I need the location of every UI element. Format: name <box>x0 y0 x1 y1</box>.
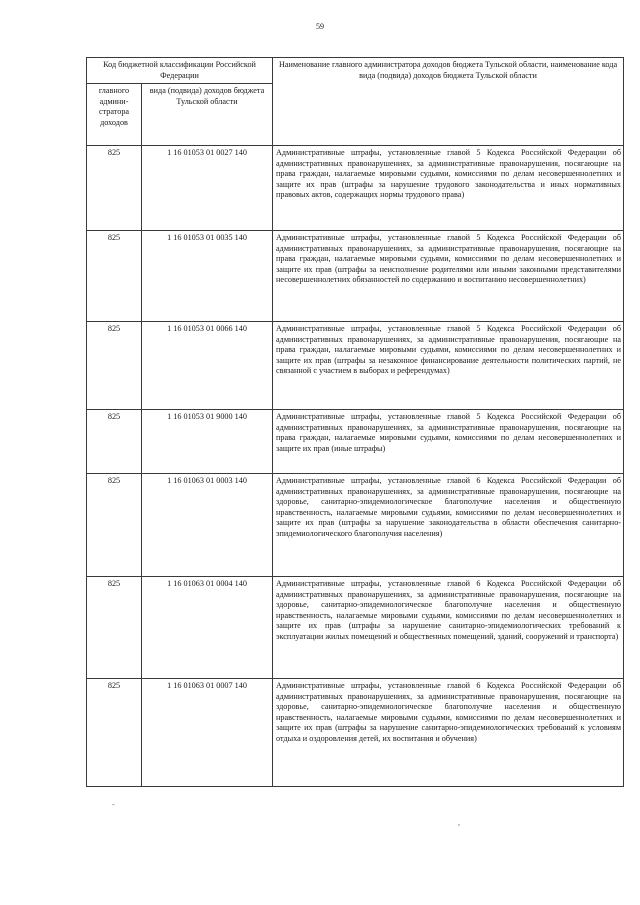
description-cell: Административные штрафы, установленные главой 6 Кодекса Российской Федерации об административных правонарушениях, за административные правонарушения, посягающие на здоровье, санитарно-эпидемиологическое благополучие населения и общественную нравственность, налагаемые мировыми судьями, комиссиями по делам несовершеннолетних и защите их прав (штрафы за нарушение санитарно-эпидемиологических требований к эксплуатации жилых помещений и общественных помещений, зданий, сооружений и транспорта) <box>273 577 624 679</box>
description-cell: Административные штрафы, установленные главой 6 Кодекса Российской Федерации об административных правонарушениях, за административные правонарушения, посягающие на здоровье, санитарно-эпидемиологическое благополучие населения и общественную нравственность, налагаемые мировыми судьями, комиссиями по делам несовершеннолетних и защите их прав (штрафы за нарушение санитарно-эпидемиологических требований к условиям отдыха и оздоровления детей, их воспитания и обучения) <box>273 679 624 787</box>
table-row <box>87 146 624 231</box>
admin-code-cell: 825 <box>87 322 142 410</box>
income-code-cell: 1 16 01053 01 0027 140 <box>142 146 273 231</box>
income-code-cell: 1 16 01063 01 0003 140 <box>142 474 273 577</box>
scan-mark: , <box>458 818 460 827</box>
header-subtype-code: вида (подвида) доходов бюджета Тульской области <box>142 84 273 146</box>
header-code-group: Код бюджетной классификации Российской Федерации <box>87 58 273 84</box>
budget-classification-table <box>86 57 624 787</box>
table-row <box>87 679 624 787</box>
page-number: 59 <box>316 22 324 31</box>
description-cell: Административные штрафы, установленные главой 6 Кодекса Российской Федерации об административных правонарушениях, за административные правонарушения, посягающие на здоровье, санитарно-эпидемиологическое благополучие населения и общественную нравственность, налагаемые мировыми судьями, комиссиями по делам несовершеннолетних и защите их прав (штрафы за нарушение законодательства в области обеспечения санитарно-эпидемиологического благополучия населения) <box>273 474 624 577</box>
admin-code-cell: 825 <box>87 577 142 679</box>
description-cell: Административные штрафы, установленные главой 5 Кодекса Российской Федерации об административных правонарушениях, за административные правонарушения, посягающие на права граждан, налагаемые мировыми судьями, комиссиями по делам несовершеннолетних и защите их прав (штрафы за незаконное финансирование деятельности политических партий, не связанной с участием в выборах и референдумах) <box>273 322 624 410</box>
table-row <box>87 474 624 577</box>
income-code-cell: 1 16 01063 01 0007 140 <box>142 679 273 787</box>
income-code-cell: 1 16 01063 01 0004 140 <box>142 577 273 679</box>
table-row <box>87 231 624 322</box>
table-row <box>87 322 624 410</box>
income-code-cell: 1 16 01053 01 0066 140 <box>142 322 273 410</box>
description-cell: Административные штрафы, установленные главой 5 Кодекса Российской Федерации об административных правонарушениях, за административные правонарушения, посягающие на права граждан, налагаемые мировыми судьями, комиссиями по делам несовершеннолетних и защите их прав (штрафы за неисполнение родителями или иными законными представителями несовершеннолетних обязанностей по содержанию и воспитанию несовершеннолетних) <box>273 231 624 322</box>
admin-code-cell: 825 <box>87 410 142 474</box>
income-code-cell: 1 16 01053 01 0035 140 <box>142 231 273 322</box>
table-row <box>87 577 624 679</box>
admin-code-cell: 825 <box>87 474 142 577</box>
admin-code-cell: 825 <box>87 231 142 322</box>
scan-mark: - <box>112 800 115 809</box>
income-code-cell: 1 16 01053 01 9000 140 <box>142 410 273 474</box>
header-admin-code: главного админи-стратора доходов <box>87 84 142 146</box>
description-cell: Административные штрафы, установленные главой 5 Кодекса Российской Федерации об административных правонарушениях, за административные правонарушения, посягающие на права граждан, налагаемые мировыми судьями, комиссиями по делам несовершеннолетних и защите их прав (штрафы за нарушение трудового законодательства и иных нормативных правовых актов, содержащих нормы трудового права) <box>273 146 624 231</box>
table-row <box>87 410 624 474</box>
description-cell: Административные штрафы, установленные главой 5 Кодекса Российской Федерации об административных правонарушениях, за административные правонарушения, посягающие на права граждан, налагаемые мировыми судьями, комиссиями по делам несовершеннолетних и защите их прав (иные штрафы) <box>273 410 624 474</box>
admin-code-cell: 825 <box>87 146 142 231</box>
admin-code-cell: 825 <box>87 679 142 787</box>
header-name: Наименование главного администратора доходов бюджета Тульской области, наименование кода вида (подвида) доходов бюджета Тульской области <box>273 58 624 146</box>
